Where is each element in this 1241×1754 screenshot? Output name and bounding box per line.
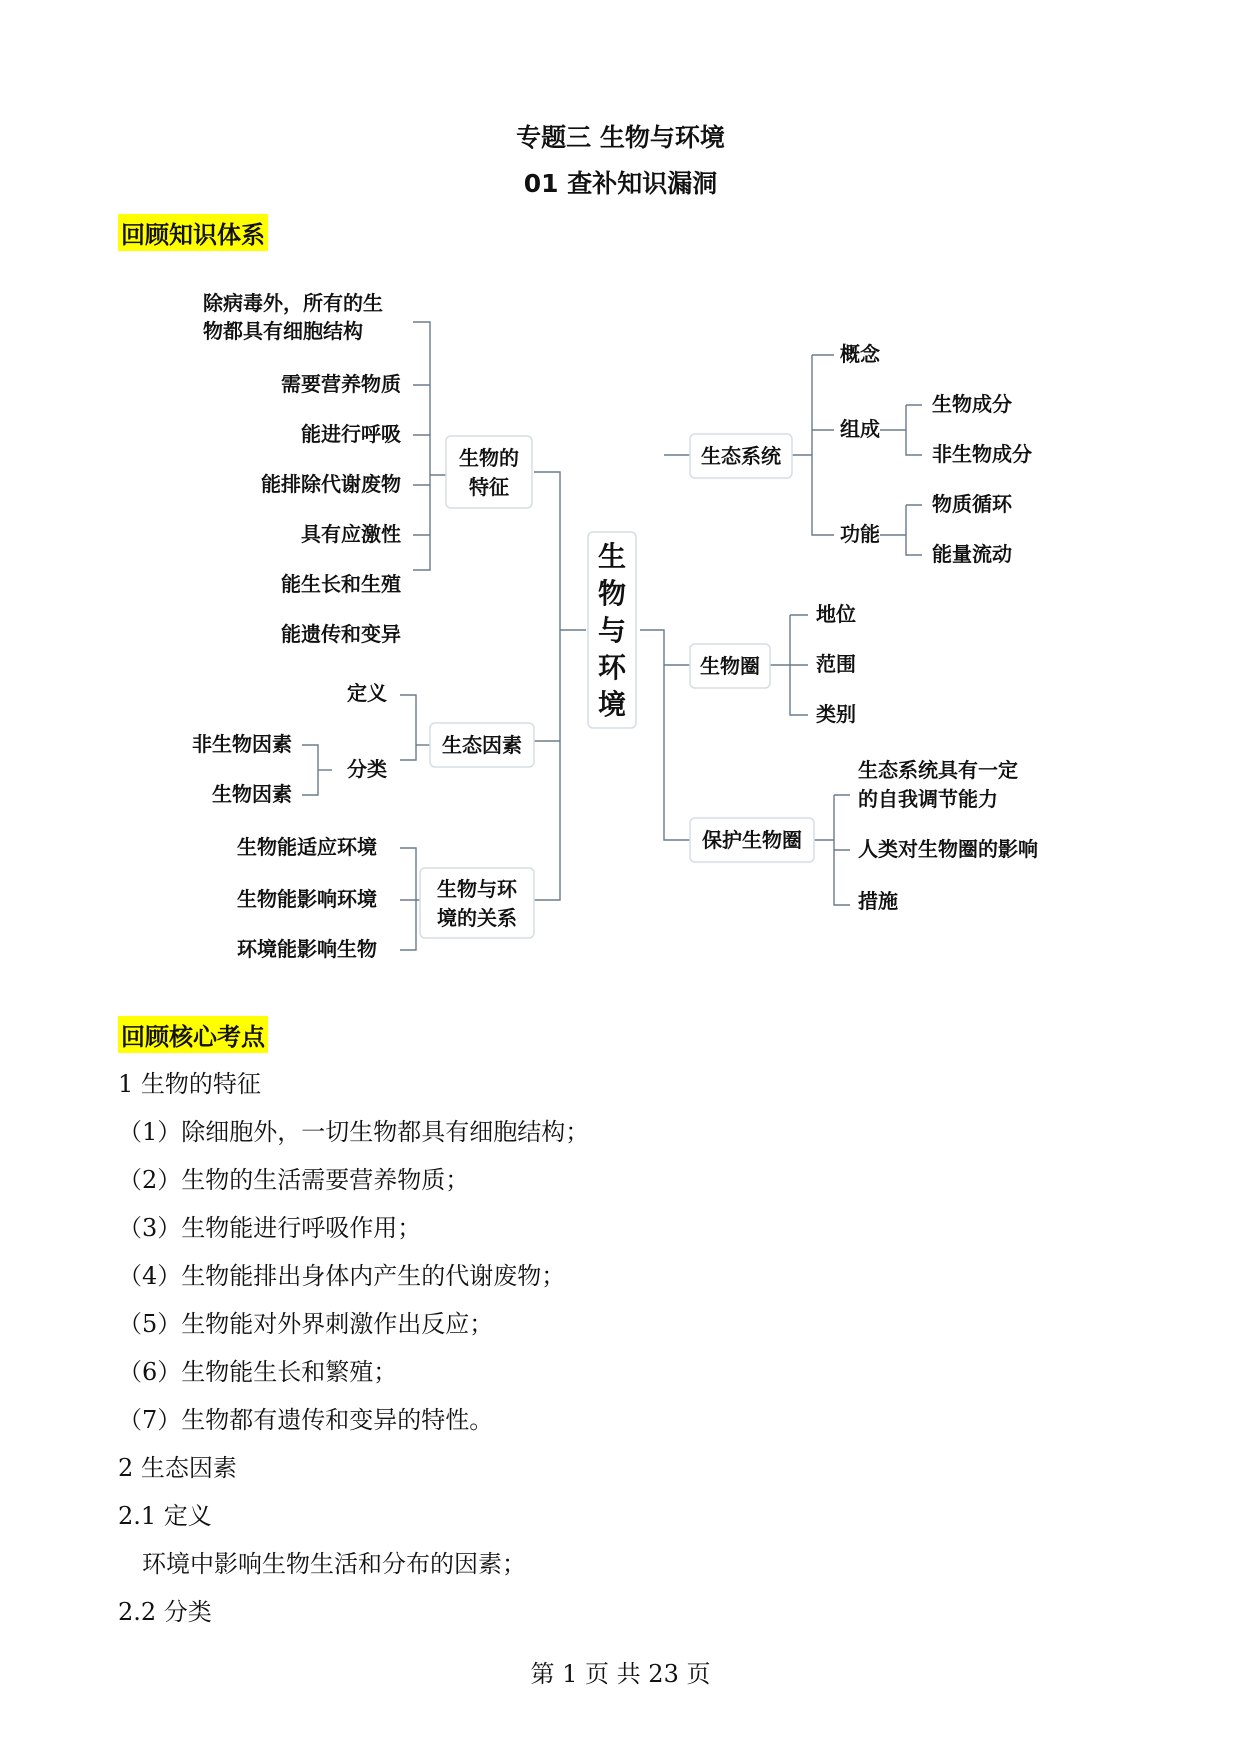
- biosphere-item-1: 地位: [816, 602, 856, 626]
- biosphere-item-3: 类别: [816, 702, 856, 726]
- characteristic-item-7: 能遗传和变异: [281, 622, 401, 646]
- content-item-3: （3）生物能进行呼吸作用；: [118, 1214, 422, 1242]
- relation-item-2: 生物能影响环境: [237, 887, 377, 911]
- characteristic-item-1-line2: 物都具有细胞结构: [203, 319, 363, 343]
- factors-classification: 分类: [347, 757, 387, 781]
- protect-item-1-line2: 的自我调节能力: [858, 787, 998, 811]
- content-item-6: （6）生物能生长和繁殖；: [118, 1358, 398, 1386]
- section-heading-knowledge-system: 回顾知识体系: [118, 214, 268, 251]
- content-item-4: （4）生物能排出身体内产生的代谢废物；: [118, 1262, 566, 1290]
- factors-class-abiotic: 非生物因素: [192, 732, 292, 756]
- characteristic-item-1-line1: 除病毒外，所有的生: [203, 291, 383, 315]
- characteristic-item-2: 需要营养物质: [281, 372, 401, 396]
- characteristic-item-3: 能进行呼吸: [301, 422, 401, 446]
- center-char-5: 境: [597, 688, 627, 721]
- document-title: 专题三 生物与环境: [516, 123, 725, 152]
- ecosystem-composition: 组成: [840, 417, 880, 441]
- factors-class-biotic: 生物因素: [212, 782, 292, 806]
- ecosystem-concept: 概念: [840, 342, 880, 366]
- protect-label: 保护生物圈: [702, 828, 802, 852]
- characteristics-label-line1: 生物的: [459, 446, 519, 470]
- content-item-5: （5）生物能对外界刺激作出反应；: [118, 1310, 494, 1338]
- ecosystem-composition-abiotic: 非生物成分: [932, 442, 1032, 466]
- section-heading-core-points: 回顾核心考点: [118, 1016, 268, 1053]
- relation-item-3: 环境能影响生物: [237, 937, 377, 961]
- content-heading-2-2: 2.2 分类: [118, 1598, 212, 1626]
- protect-item-2: 人类对生物圈的影响: [858, 837, 1038, 861]
- factors-label: 生态因素: [442, 733, 522, 757]
- ecosystem-function-energy: 能量流动: [932, 542, 1012, 566]
- center-char-4: 环: [597, 651, 627, 684]
- ecosystem-label: 生态系统: [701, 444, 781, 468]
- characteristic-item-4: 能排除代谢废物: [261, 472, 401, 496]
- factors-definition: 定义: [347, 681, 387, 705]
- content-heading-2-1: 2.1 定义: [118, 1502, 212, 1530]
- center-char-1: 生: [597, 540, 627, 573]
- characteristic-item-5: 具有应激性: [301, 522, 401, 546]
- center-char-2: 物: [597, 577, 627, 610]
- content-item-2: （2）生物的生活需要营养物质；: [118, 1166, 470, 1194]
- characteristic-item-6: 能生长和生殖: [281, 572, 401, 596]
- center-char-3: 与: [597, 614, 627, 647]
- protect-item-3: 措施: [858, 889, 898, 913]
- protect-item-1-line1: 生态系统具有一定: [858, 758, 1018, 782]
- ecosystem-function-cycle: 物质循环: [932, 492, 1012, 516]
- biosphere-label: 生物圈: [700, 654, 760, 678]
- ecosystem-function: 功能: [840, 522, 880, 546]
- biosphere-item-2: 范围: [816, 652, 856, 676]
- content-item-7: （7）生物都有遗传和变异的特性。: [118, 1406, 494, 1434]
- content-definition-text: 环境中影响生物生活和分布的因素；: [142, 1550, 526, 1578]
- relation-label-line2: 境的关系: [437, 906, 517, 930]
- content-heading-2: 2 生态因素: [118, 1454, 237, 1482]
- mind-map: [0, 240, 1241, 1000]
- ecosystem-composition-biotic: 生物成分: [932, 392, 1012, 416]
- page-footer: 第 1 页 共 23 页: [530, 1660, 711, 1688]
- content-item-1: （1）除细胞外，一切生物都具有细胞结构；: [118, 1118, 590, 1146]
- relation-item-1: 生物能适应环境: [237, 835, 377, 859]
- relation-label-line1: 生物与环: [437, 877, 517, 901]
- characteristics-label-line2: 特征: [469, 475, 509, 499]
- content-heading-1: 1 生物的特征: [118, 1070, 261, 1098]
- document-subtitle: 01 查补知识漏洞: [523, 169, 718, 198]
